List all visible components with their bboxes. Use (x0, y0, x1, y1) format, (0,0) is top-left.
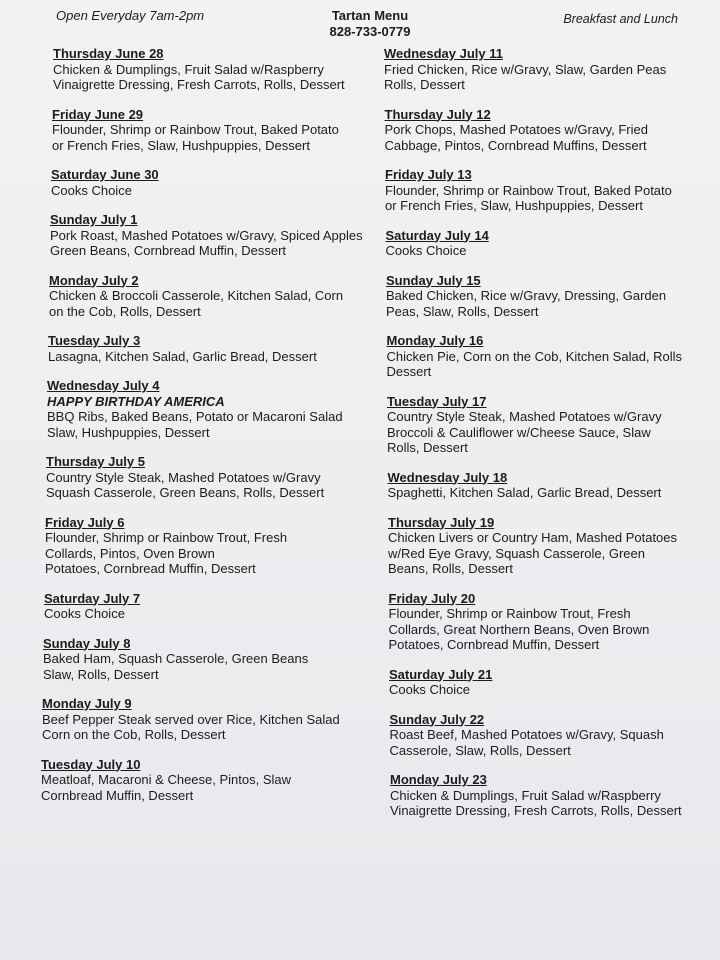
menu-day-heading: Tuesday July 10 (41, 756, 141, 772)
menu-entry (386, 273, 714, 320)
menu-item-line: Flounder, Shrimp or Rainbow Trout, Baked Potato (52, 122, 339, 137)
menu-item-line: Flounder, Shrimp or Rainbow Trout, Fresh (45, 530, 288, 545)
menu-day-heading: Sunday July 22 (389, 711, 485, 727)
menu-entry (53, 46, 375, 93)
menu-item-line: Cooks Choice (51, 182, 132, 198)
menu-day-heading: Saturday July 7 (44, 590, 141, 606)
menu-item-line: Cooks Choice (389, 682, 470, 697)
menu-entry (389, 591, 715, 653)
menu-entry (46, 454, 375, 501)
menu-item-line: Squash Casserole, Green Beans, Rolls, Dessert (46, 485, 325, 500)
menu-item-line: Casserole, Slaw, Rolls, Dessert (389, 742, 571, 758)
menu-item-line: Pork Roast, Mashed Potatoes w/Gravy, Spiced Apples (50, 227, 363, 243)
menu-item-line: Country Style Steak, Mashed Potatoes w/Gravy (387, 409, 662, 424)
menu-item-line: Vinaigrette Dressing, Fresh Carrots, Rolls, Dessert (53, 77, 345, 92)
menu-item-line: Dessert (386, 364, 432, 379)
menu-day-heading: Thursday July 12 (384, 106, 491, 122)
menu-day-heading: Wednesday July 11 (384, 46, 503, 61)
meals-text: Breakfast and Lunch (563, 12, 678, 26)
menu-day-heading: Monday July 23 (390, 772, 487, 787)
menu-entry (390, 772, 714, 819)
menu-day-heading: Tuesday July 17 (387, 393, 487, 409)
menu-day-heading: Sunday July 1 (50, 212, 138, 227)
menu-entry (386, 228, 715, 259)
menu-item-line: Slaw, Hushpuppies, Dessert (47, 424, 210, 440)
menu-entry (385, 107, 715, 154)
menu-item-line: Baked Chicken, Rice w/Gravy, Dressing, Garden (386, 288, 667, 303)
menu-item-line: Flounder, Shrimp or Rainbow Trout, Baked Potato (385, 182, 672, 198)
menu-item-line: Peas, Slaw, Rolls, Dessert (386, 303, 539, 319)
menu-item-line: Corn on the Cob, Rolls, Dessert (42, 727, 226, 742)
menu-item-line: Slaw, Rolls, Dessert (43, 666, 159, 682)
menu-item-line: Cooks Choice (385, 243, 467, 258)
menu-item-line: Potatoes, Cornbread Muffin, Dessert (388, 637, 600, 652)
menu-header (300, 8, 440, 40)
menu-item-line: Baked Ham, Squash Casserole, Green Beans (43, 651, 309, 666)
menu-day-heading: Sunday July 15 (386, 272, 481, 288)
menu-item-line: Green Beans, Cornbread Muffin, Dessert (50, 243, 287, 258)
menu-item-line: Chicken & Broccoli Casserole, Kitchen Salad, Corn (49, 288, 344, 303)
left-column (41, 46, 375, 817)
menu-day-heading: Saturday July 21 (389, 666, 493, 682)
menu-item-line: Chicken & Dumplings, Fruit Salad w/Raspberry (390, 787, 661, 803)
menu-item-line: Collards, Great Northern Beans, Oven Brown (388, 621, 650, 637)
menu-day-heading: Wednesday July 18 (387, 469, 508, 485)
menu-entry (384, 46, 714, 93)
menu-item-line: Cabbage, Pintos, Cornbread Muffins, Dessert (384, 137, 647, 153)
phone-number: 828-733-0779 (329, 24, 411, 39)
menu-entry (50, 212, 375, 259)
menu-entry (48, 333, 375, 364)
menu-entry (387, 394, 714, 456)
menu-entry (47, 378, 375, 440)
menu-entry (387, 333, 715, 380)
menu-day-heading: Monday July 16 (386, 333, 484, 348)
menu-item-line: Cornbread Muffin, Dessert (41, 787, 194, 803)
menu-item-line: BBQ Ribs, Baked Beans, Potato or Macaroni Salad (47, 409, 343, 424)
menu-entry (44, 591, 375, 622)
menu-entry (388, 515, 714, 577)
menu-entry (42, 696, 375, 743)
menu-day-heading: Sunday July 8 (43, 635, 131, 651)
menu-item-line: Rolls, Dessert (384, 77, 465, 92)
menu-entry (41, 757, 375, 804)
menu-item-line: Cooks Choice (44, 606, 125, 621)
menu-entry (390, 712, 715, 759)
menu-entry (52, 107, 375, 154)
menu-item-line: Lasagna, Kitchen Salad, Garlic Bread, Dessert (48, 348, 317, 364)
menu-entry (49, 273, 375, 320)
menu-entry (389, 667, 714, 698)
menu-item-line: Roast Beef, Mashed Potatoes w/Gravy, Squash (389, 727, 664, 742)
right-column (384, 46, 714, 833)
menu-title: Tartan Menu (331, 8, 409, 23)
menu-item-line: Flounder, Shrimp or Rainbow Trout, Fresh (388, 606, 631, 621)
menu-day-heading: Friday July 13 (385, 167, 472, 182)
menu-day-heading: Saturday July 14 (385, 227, 489, 243)
menu-day-heading: Monday July 2 (49, 272, 139, 288)
menu-day-heading: Wednesday July 4 (47, 378, 160, 393)
menu-day-heading: Tuesday July 3 (48, 333, 141, 348)
menu-item-line: Potatoes, Cornbread Muffin, Dessert (45, 561, 256, 576)
menu-item-line: Chicken & Dumplings, Fruit Salad w/Raspberry (53, 61, 324, 77)
menu-item-line: Beans, Rolls, Dessert (388, 561, 513, 576)
menu-day-heading: Friday July 6 (45, 514, 125, 530)
menu-item-line: Vinaigrette Dressing, Fresh Carrots, Rolls, Dessert (390, 803, 682, 818)
menu-day-heading: Thursday July 5 (46, 454, 145, 469)
menu-day-heading: Friday July 20 (388, 590, 476, 606)
menu-item-line: Broccoli & Cauliflower w/Cheese Sauce, Slaw (387, 424, 651, 440)
menu-entry (385, 167, 714, 214)
menu-item-line: or French Fries, Slaw, Hushpuppies, Dessert (52, 137, 310, 153)
menu-day-note: HAPPY BIRTHDAY AMERICA (47, 393, 225, 409)
menu-day-heading: Thursday July 19 (388, 514, 495, 530)
menu-item-line: Beef Pepper Steak served over Rice, Kitchen Salad (42, 711, 340, 727)
menu-item-line: Chicken Livers or Country Ham, Mashed Potatoes (388, 530, 678, 545)
menu-item-line: Collards, Pintos, Oven Brown (45, 545, 215, 561)
menu-item-line: Meatloaf, Macaroni & Cheese, Pintos, Slaw (41, 772, 292, 787)
menu-item-line: Chicken Pie, Corn on the Cob, Kitchen Salad, Rolls (386, 348, 683, 364)
menu-entry (45, 515, 375, 577)
menu-day-heading: Thursday June 28 (53, 46, 164, 61)
menu-item-line: w/Red Eye Gravy, Squash Casserole, Green (388, 545, 645, 561)
menu-entry (51, 167, 375, 198)
menu-item-line: Fried Chicken, Rice w/Gravy, Slaw, Garden Peas (384, 61, 667, 77)
menu-entry (388, 470, 715, 501)
menu-day-heading: Friday June 29 (52, 106, 144, 122)
menu-item-line: Rolls, Dessert (387, 440, 468, 455)
menu-item-line: Pork Chops, Mashed Potatoes w/Gravy, Fried (384, 122, 648, 137)
menu-item-line: on the Cob, Rolls, Dessert (49, 303, 201, 319)
menu-item-line: Spaghetti, Kitchen Salad, Garlic Bread, Dessert (387, 485, 662, 500)
menu-item-line: Country Style Steak, Mashed Potatoes w/Gravy (46, 469, 321, 485)
menu-entry (43, 636, 375, 683)
hours-text: Open Everyday 7am-2pm (56, 8, 205, 23)
menu-day-heading: Monday July 9 (42, 696, 132, 711)
menu-day-heading: Saturday June 30 (51, 167, 159, 182)
menu-item-line: or French Fries, Slaw, Hushpuppies, Dessert (385, 198, 643, 213)
